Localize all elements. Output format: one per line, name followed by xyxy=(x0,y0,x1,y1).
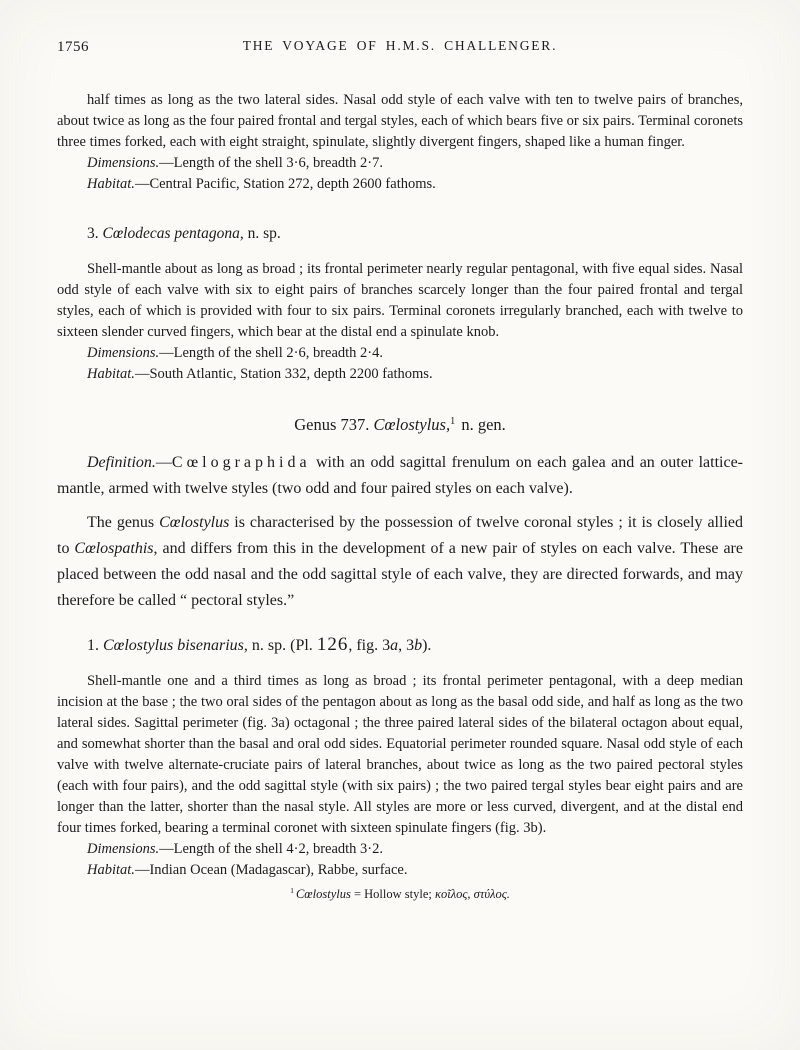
footnote xyxy=(57,886,743,902)
figure-reference: ). xyxy=(422,637,432,654)
habitat-label: Habitat. xyxy=(87,862,135,878)
genus-name-italic: Cœlostylus xyxy=(159,514,230,531)
definition-label: Definition. xyxy=(87,454,156,471)
page-header xyxy=(57,38,743,58)
habitat-line-species3 xyxy=(57,364,743,385)
figure-letter: b xyxy=(414,637,423,654)
discussion-text: , and differs from this in the development of a new pair of styles on each valve. These are placed between the odd nasal and the odd sagittal style of each valve, they are directed forwards, and may therefore be called “ pectoral styles.” xyxy=(57,540,743,609)
species-heading-coelostylus-bisenarius xyxy=(57,634,743,657)
species-suffix: , n. sp. (Pl. xyxy=(243,637,317,654)
habitat-text: —Indian Ocean (Madagascar), Rabbe, surface. xyxy=(134,862,408,878)
running-title: THE VOYAGE OF H.M.S. CHALLENGER. xyxy=(242,38,558,53)
family-name-spaced: Cœlographida xyxy=(171,454,311,471)
definition-text: with an odd sagittal frenulum on each galea and an outer lattice-mantle, armed with twelve styles (two odd and four paired styles on each valve). xyxy=(57,454,743,497)
genus-discussion-paragraph xyxy=(57,510,743,614)
species-name: Cœlodecas pentagona xyxy=(102,225,240,242)
species-number: 3. xyxy=(87,225,103,242)
habitat-label: Habitat. xyxy=(87,176,135,192)
footnote-reference: 1 xyxy=(290,885,294,895)
footnote-reference: 1 xyxy=(450,415,456,427)
figure-reference: , fig. 3 xyxy=(348,637,391,654)
species-heading-coelodecas-pentagona xyxy=(57,223,743,245)
allied-genus-name-italic: Cœlospathis xyxy=(74,540,154,557)
dimensions-label: Dimensions. xyxy=(87,345,160,361)
habitat-line-prev xyxy=(57,174,743,195)
dimensions-line-species3 xyxy=(57,343,743,364)
dimensions-label: Dimensions. xyxy=(87,841,160,857)
dimensions-text: —Length of the shell 2·6, breadth 2·4. xyxy=(159,345,383,361)
habitat-text: —Central Pacific, Station 272, depth 2600 fathoms. xyxy=(134,176,436,192)
species-name: Cœlostylus bisenarius xyxy=(103,637,244,654)
species-number: 1. xyxy=(87,637,103,654)
dimensions-line-prev xyxy=(57,153,743,174)
figure-letter: a xyxy=(390,637,399,654)
footnote-greek-etymology: κοῖλος, στύλος. xyxy=(434,887,510,901)
dimensions-label: Dimensions. xyxy=(87,155,160,171)
genus-definition-paragraph xyxy=(57,450,743,502)
genus-number: Genus 737. xyxy=(294,415,374,434)
habitat-label: Habitat. xyxy=(87,366,135,382)
dimensions-line-species1 xyxy=(57,839,743,860)
discussion-text: The genus xyxy=(87,514,160,531)
page-number: 1756 xyxy=(57,39,89,55)
dimensions-text: —Length of the shell 3·6, breadth 2·7. xyxy=(159,155,383,171)
species-description-paragraph: Shell-mantle one and a third times as long as broad ; its frontal perimeter pentagonal, with a deep median incision at the base ; the two oral sides of the pentagon about as long as the basal odd side, and half as long as the two lateral sides. Sagittal perimeter (fig. 3a) octagonal ; the three paired lateral sides of the bilateral octagon about equal, and somewhat shorter than the basal and oral odd sides. Equatorial perimeter rounded square. Nasal odd style of each valve with twelve alternate-cruciate pairs of lateral branches, about twice as long as the two paired pectoral styles (each with four pairs), and the odd sagittal style (with six pairs) ; the two paired tergal styles bear eight pairs and are longer than the latter, shorter than the nasal style. All styles are more or less curved, divergent, and at the distal end four times forked, bearing a terminal coronet with sixteen spinulate fingers (fig. 3b). xyxy=(57,673,743,836)
species-suffix: , n. sp. xyxy=(239,225,281,242)
discussion-text: is characterised by the possession of twelve coronal styles ; it is closely allied to xyxy=(57,514,743,557)
footnote-text: = Hollow style; xyxy=(350,887,435,901)
footnote-genus-name: Cœlostylus xyxy=(295,887,351,901)
genus-suffix: n. gen. xyxy=(457,415,506,434)
plate-number: 126 xyxy=(316,634,349,655)
species-description-paragraph: Shell-mantle about as long as broad ; its frontal perimeter nearly regular pentagonal, with five equal sides. Nasal odd style of each valve with six to eight pairs of branches scarcely longer than the four paired frontal and tergal styles, each of which is provided with four to six pairs. Terminal coronets irregularly branched, each with twelve to sixteen slender curved fingers, which bear at the distal end a spinulate knob. xyxy=(57,261,743,340)
figure-reference: , 3 xyxy=(398,637,415,654)
genus-name: Cœlostylus, xyxy=(373,415,451,434)
definition-dash: — xyxy=(155,454,172,471)
habitat-line-species1 xyxy=(57,860,743,881)
genus-heading xyxy=(57,413,743,437)
dimensions-text: —Length of the shell 4·2, breadth 3·2. xyxy=(159,841,383,857)
continuation-paragraph: half times as long as the two lateral sides. Nasal odd style of each valve with ten to twelve pairs of branches, about twice as long as the four paired frontal and tergal styles, each of which bears five or six pairs. Terminal coronets three times forked, each with eight straight, spinulate, slightly divergent fingers, shaped like a human finger. xyxy=(57,92,743,150)
habitat-text: —South Atlantic, Station 332, depth 2200 fathoms. xyxy=(134,366,433,382)
